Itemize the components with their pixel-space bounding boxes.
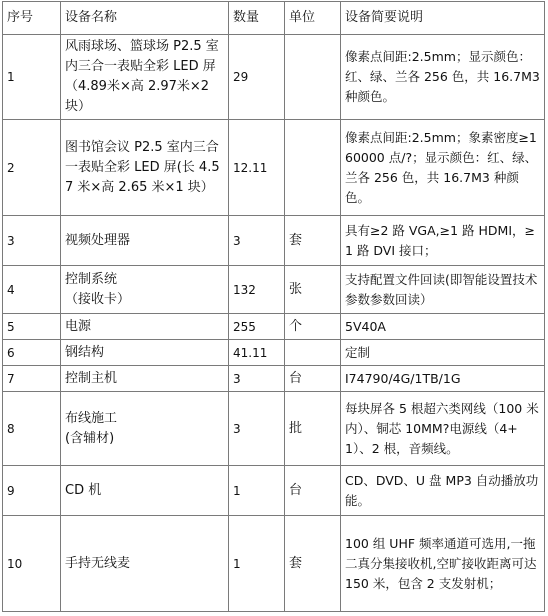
cell-qty: 3 <box>229 392 285 466</box>
table-row <box>3 516 545 612</box>
cell-qty: 12.11 <box>229 120 285 216</box>
table-row <box>3 266 545 314</box>
cell-unit <box>285 340 341 366</box>
cell-desc: CD、DVD、U 盘 MP3 自动播放功能。 <box>341 466 545 516</box>
cell-qty: 29 <box>229 35 285 120</box>
cell-unit: 台 <box>285 366 341 392</box>
header-qty: 数量 <box>229 2 285 35</box>
cell-seq: 3 <box>3 216 61 266</box>
cell-unit: 套 <box>285 516 341 612</box>
cell-name-line1: 布线施工 <box>65 410 118 426</box>
cell-qty: 132 <box>229 266 285 314</box>
table-row <box>3 366 545 392</box>
cell-unit <box>285 120 341 216</box>
cell-desc: 支持配置文件回读(即智能设置技术参数参数回读） <box>341 266 545 314</box>
table-row <box>3 120 545 216</box>
cell-unit: 批 <box>285 392 341 466</box>
cell-name-line2: (含辅材) <box>65 430 115 446</box>
cell-desc: 5V40A <box>341 314 545 340</box>
cell-name: 控制主机 <box>61 366 229 392</box>
cell-desc: 像素点间距:2.5mm；象素密度≥160000 点/?；显示颜色：红、绿、兰各 256 色，共 16.7M3 种颜色。 <box>341 120 545 216</box>
table-row <box>3 340 545 366</box>
cell-seq: 7 <box>3 366 61 392</box>
cell-seq: 5 <box>3 314 61 340</box>
cell-seq: 10 <box>3 516 61 612</box>
cell-unit: 个 <box>285 314 341 340</box>
cell-unit: 套 <box>285 216 341 266</box>
table-row <box>3 216 545 266</box>
cell-qty: 255 <box>229 314 285 340</box>
header-name: 设备名称 <box>61 2 229 35</box>
cell-qty: 1 <box>229 466 285 516</box>
cell-name: 手持无线麦 <box>61 516 229 612</box>
table-row <box>3 466 545 516</box>
cell-qty: 41.11 <box>229 340 285 366</box>
header-seq: 序号 <box>3 2 61 35</box>
equipment-table <box>2 1 545 612</box>
table-row <box>3 392 545 466</box>
cell-seq: 4 <box>3 266 61 314</box>
cell-qty: 3 <box>229 216 285 266</box>
table-header-row <box>3 2 545 35</box>
cell-seq: 9 <box>3 466 61 516</box>
cell-unit <box>285 35 341 120</box>
cell-desc: I74790/4G/1TB/1G <box>341 366 545 392</box>
header-unit: 单位 <box>285 2 341 35</box>
cell-desc: 具有≥2 路 VGA,≥1 路 HDMI，≥1 路 DVI 接口； <box>341 216 545 266</box>
cell-qty: 3 <box>229 366 285 392</box>
cell-desc: 100 组 UHF 频率通道可选用,一拖二真分集接收机,空旷接收距离可达 150 米，包含 2 支发射机； <box>341 516 545 612</box>
header-desc: 设备简要说明 <box>341 2 545 35</box>
cell-seq: 2 <box>3 120 61 216</box>
cell-name: 风雨球场、篮球场 P2.5 室内三合一表贴全彩 LED 屏（4.89米×高 2.97米×2 块） <box>61 35 229 120</box>
cell-unit: 台 <box>285 466 341 516</box>
cell-seq: 8 <box>3 392 61 466</box>
table-row <box>3 35 545 120</box>
cell-desc: 定制 <box>341 340 545 366</box>
cell-seq: 1 <box>3 35 61 120</box>
cell-unit: 张 <box>285 266 341 314</box>
cell-name-line2: （接收卡） <box>65 291 131 307</box>
cell-desc: 每块屏各 5 根超六类网线（100 米内）、铜芯 10MM?电源线（4+1）、2 根，音频线。 <box>341 392 545 466</box>
cell-name <box>61 266 229 314</box>
cell-name-line1: 控制系统 <box>65 271 118 287</box>
cell-name <box>61 392 229 466</box>
cell-name: CD 机 <box>61 466 229 516</box>
cell-seq: 6 <box>3 340 61 366</box>
cell-name: 视频处理器 <box>61 216 229 266</box>
cell-name: 钢结构 <box>61 340 229 366</box>
cell-desc: 像素点间距:2.5mm；显示颜色：红、绿、兰各 256 色，共 16.7M3 种颜色。 <box>341 35 545 120</box>
cell-name: 电源 <box>61 314 229 340</box>
cell-qty: 1 <box>229 516 285 612</box>
table-row <box>3 314 545 340</box>
cell-name: 图书馆会议 P2.5 室内三合一表贴全彩 LED 屏(长 4.57 米×高 2.65 米×1 块） <box>61 120 229 216</box>
